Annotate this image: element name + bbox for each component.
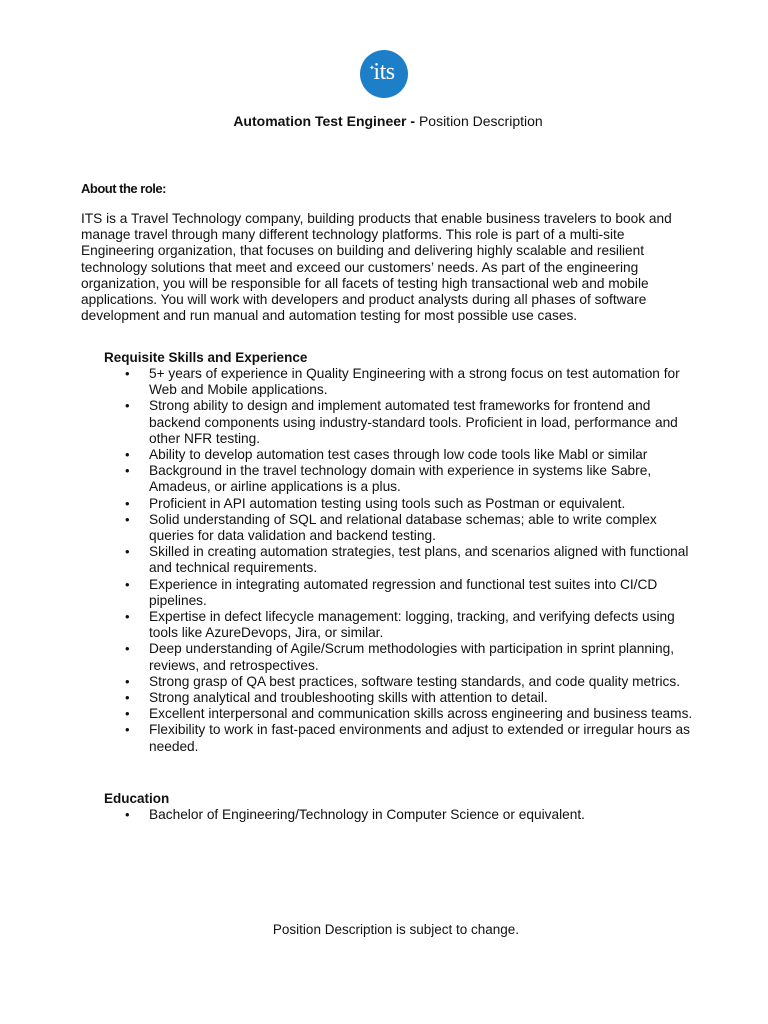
- list-item-text: Skilled in creating automation strategies, test plans, and scenarios aligned with functional and technical requirements.: [149, 544, 689, 576]
- title-suffix: Position Description: [415, 113, 543, 129]
- bullet-icon: •: [125, 495, 130, 511]
- list-item-text: Ability to develop automation test cases through low code tools like Mabl or similar: [149, 447, 648, 463]
- bullet-icon: •: [125, 690, 130, 706]
- list-item-text: Experience in integrating automated regression and functional test suites into CI/CD pipelines.: [149, 576, 658, 608]
- education-list: [104, 807, 704, 823]
- bullet-icon: •: [125, 544, 130, 560]
- education-heading: Education: [104, 791, 170, 806]
- about-paragraph: ITS is a Travel Technology company, building products that enable business travelers to book and manage travel through many different technology platforms. This role is part of a multi-site Engineering organization, that focuses on building and delivering highly scalable and resilient technology solutions that meet and exceed our customers’ needs. As part of the engineering organization, you will be responsible for all facets of testing high transactional web and mobile applications. You will work with developers and product analysts during all phases of software development and run manual and automation testing for most possible use cases.: [81, 211, 672, 324]
- bullet-icon: •: [125, 463, 130, 479]
- list-item-text: Deep understanding of Agile/Scrum methodologies with participation in sprint planning, reviews, and retrospectives.: [149, 641, 675, 673]
- list-item: [104, 512, 704, 544]
- bullet-icon: •: [125, 706, 130, 722]
- list-item-text: Proficient in API automation testing using tools such as Postman or equivalent.: [149, 495, 626, 511]
- list-item: [104, 398, 704, 447]
- list-item: [104, 577, 704, 609]
- skills-heading: Requisite Skills and Experience: [104, 350, 308, 365]
- bullet-icon: •: [125, 511, 130, 527]
- list-item-text: Excellent interpersonal and communication skills across engineering and business teams.: [149, 706, 693, 722]
- list-item-text: 5+ years of experience in Quality Engineering with a strong focus on test automation for Web and Mobile applications.: [149, 366, 680, 398]
- list-item-text: Flexibility to work in fast-paced environments and adjust to extended or irregular hours as needed.: [149, 722, 690, 754]
- list-item-text: Strong grasp of QA best practices, software testing standards, and code quality metrics.: [149, 673, 681, 689]
- skills-list: [104, 366, 704, 755]
- bullet-icon: •: [125, 447, 130, 463]
- logo-text: its: [373, 59, 395, 85]
- bullet-icon: •: [125, 398, 130, 414]
- list-item: [104, 463, 704, 495]
- list-item: [104, 706, 704, 722]
- bullet-icon: •: [125, 673, 130, 689]
- list-item: [104, 609, 704, 641]
- list-item-text: Bachelor of Engineering/Technology in Computer Science or equivalent.: [149, 807, 585, 822]
- list-item: [104, 722, 704, 754]
- title-role: Automation Test Engineer -: [233, 113, 416, 129]
- its-logo-icon: [360, 50, 408, 98]
- page-title: [0, 113, 768, 129]
- list-item: [104, 690, 704, 706]
- list-item: [104, 496, 704, 512]
- star-icon: ✦: [369, 65, 375, 72]
- list-item-text: Strong analytical and troubleshooting skills with attention to detail.: [149, 690, 548, 706]
- list-item-text: Solid understanding of SQL and relational database schemas; able to write complex queries for data validation and backend testing.: [149, 511, 657, 544]
- list-item: [104, 641, 704, 673]
- bullet-icon: •: [125, 366, 130, 381]
- list-item-text: Strong ability to design and implement automated test frameworks for frontend and backend components using industry-standard tools. Proficient in load, performance and other NFR testing.: [149, 398, 678, 446]
- footer-note: Position Description is subject to change.: [272, 922, 520, 937]
- bullet-icon: •: [125, 722, 130, 738]
- list-item-text: Background in the travel technology domain with experience in systems like Sabre, Amadeus, or airline applications is a plus.: [149, 463, 652, 495]
- bullet-icon: •: [125, 807, 130, 822]
- list-item: [104, 366, 704, 398]
- about-heading: About the role:: [81, 181, 166, 196]
- list-item: [104, 447, 704, 463]
- bullet-icon: •: [125, 641, 130, 657]
- list-item: [104, 674, 704, 690]
- bullet-icon: •: [125, 609, 130, 625]
- list-item: [104, 544, 704, 576]
- list-item: [104, 807, 704, 823]
- bullet-icon: •: [125, 576, 130, 592]
- list-item-text: Expertise in defect lifecycle management: logging, tracking, and verifying defects using tools like AzureDevops, Jira, or similar.: [149, 609, 675, 641]
